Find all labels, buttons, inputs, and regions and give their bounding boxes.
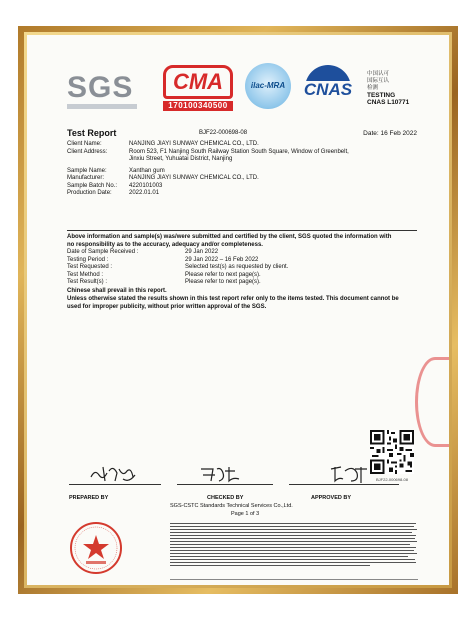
official-seal-icon [69,521,123,575]
qr-code-icon [370,430,414,474]
prepared-by-label: PREPARED BY [69,495,109,501]
prepared-line [69,484,161,485]
cnas-cn-2: 国际互认 [367,78,390,84]
sample-name-value: Xanthan gum [129,167,165,174]
test-requested-value: Selected test(s) as requested by client. [185,264,289,270]
production-date-label: Production Date: [67,190,112,196]
checked-signature-icon [199,463,243,485]
unless-note [67,296,417,311]
sample-name-label: Sample Name: [67,167,107,174]
cma-mark: CMA [163,65,233,99]
frame-inner [24,32,452,588]
client-address-row [67,149,417,164]
approved-signature-icon [327,463,373,485]
report-date: Date: 16 Feb 2022 [363,130,417,137]
testing-period-row [67,257,417,265]
production-date-value: 2022.01.01 [129,190,160,196]
unless-line1: Unless otherwise stated the results shown in this test report refer only to the items tested. This document cannot be [67,296,399,302]
manufacturer-value: NANJING JIAYI SUNWAY CHEMICAL CO., LTD. [129,175,259,181]
statement-block [67,234,417,249]
company-name: SGS-CSTC Standards Technical Services Co.,Ltd. [170,503,293,509]
client-name-label: Client Name: [67,141,102,147]
bottom-rule [170,579,418,580]
client-address-line2: Jinxiu Street, Yuhuatai District, Nanjing [129,156,233,162]
statement-line1: Above information and sample(s) was/were submitted and certified by the client, SGS quoted the information with [67,234,392,240]
cnas-cn-3: 检测 [367,85,379,91]
checked-by-label: CHECKED BY [207,495,244,501]
approved-by-label: APPROVED BY [311,495,352,501]
checked-line [177,484,273,485]
sample-name-row [67,168,417,176]
certificate-paper [27,35,449,585]
cnas-accreditation-id [367,71,417,106]
testing-period-value: 29 Jan 2022 – 16 Feb 2022 [185,256,259,263]
cnas-id-number: CNAS L10771 [367,99,410,106]
sample-batch-label: Sample Batch No.: [67,182,118,189]
cnas-cn-1: 中国认可 [367,71,390,77]
chinese-prevail-note: Chinese shall prevail in this report. [67,288,167,294]
test-method-label: Test Method : [67,271,104,278]
received-row [67,249,417,257]
approved-line [289,484,399,485]
sample-batch-row [67,183,417,191]
test-requested-row [67,264,417,272]
statement-line2: no responsibility as to the accuracy, adequacy and/or completeness. [67,241,263,248]
report-number: BJF22-000698-08 [199,130,248,136]
client-address-label: Client Address: [67,148,108,155]
partial-red-stamp [415,357,449,447]
report-title-row [67,128,417,140]
test-method-value: Please refer to next page(s). [185,271,261,278]
qr-caption: BJF22-000698-08 [375,477,409,482]
test-result-value: Please refer to next page(s). [185,279,261,285]
ilac-mra-logo: ilac-MRA [245,63,291,109]
page-number: Page 1 of 3 [231,511,260,517]
cnas-logo [299,65,357,109]
sgs-logo: SGS [67,67,137,109]
sample-batch-value: 4220101003 [129,182,163,189]
divider-rule [67,230,417,231]
test-info-fields [67,249,417,287]
cma-number: 170100340500 [163,101,233,111]
manufacturer-row [67,175,417,183]
client-name-value: NANJING JIAYI SUNWAY CHEMICAL CO., LTD. [129,141,259,147]
test-method-row [67,272,417,280]
cnas-text: CNAS [299,81,357,99]
testing-period-label: Testing Period : [67,256,109,263]
test-result-label: Test Result(s) : [67,279,108,285]
manufacturer-label: Manufacturer: [67,175,105,181]
client-name-row [67,141,417,149]
client-sample-fields [67,141,417,198]
report-title: Test Report [67,128,117,138]
cnas-testing: TESTING [367,92,396,99]
logo-row [67,63,415,121]
unless-line2: used for improper publicity, without prior written approval of the SGS. [67,303,267,310]
fine-print-terms [170,522,418,578]
prepared-signature-icon [89,463,139,485]
gold-frame [18,26,458,594]
test-requested-label: Test Requested : [67,264,113,270]
test-result-row [67,279,417,287]
cma-logo [163,65,233,111]
client-address-line1: Room 523, F1 Nanjing South Railway Station South Square, Window of Greenbelt, [129,148,349,155]
received-value: 29 Jan 2022 [185,249,219,255]
production-date-row [67,190,417,198]
received-label: Date of Sample Received : [67,249,139,255]
